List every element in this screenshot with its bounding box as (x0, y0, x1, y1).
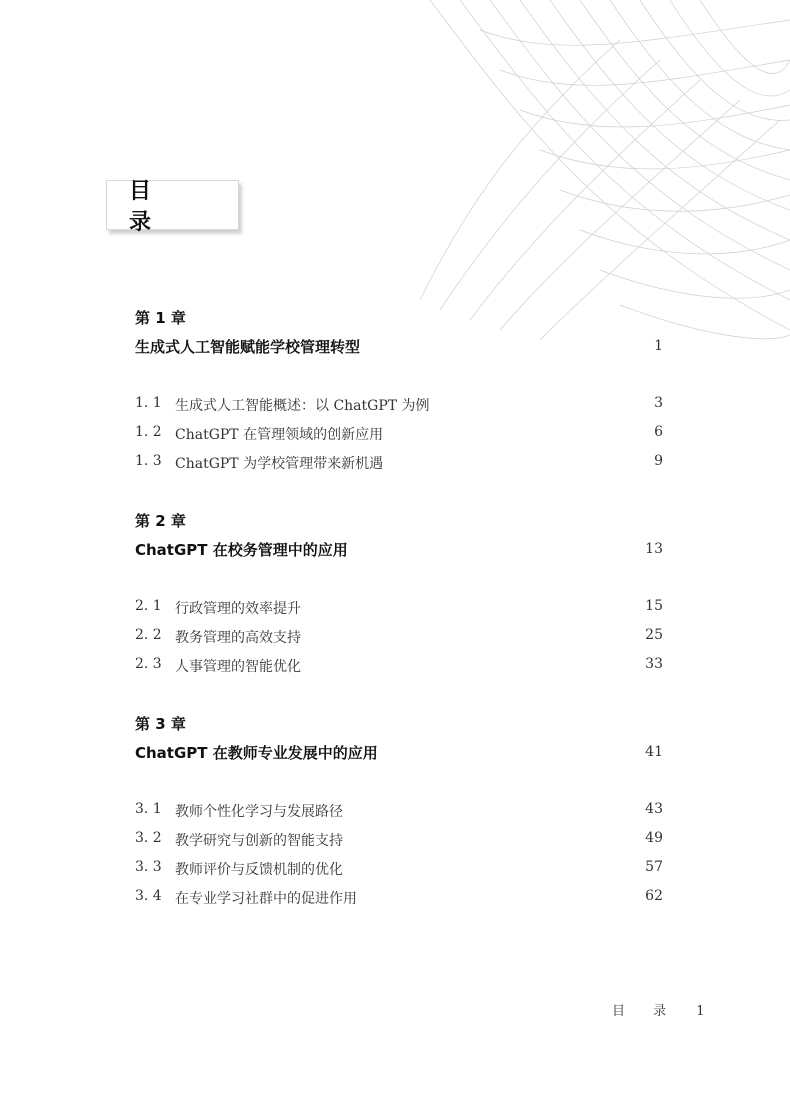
section-title: 人事管理的智能优化 (175, 659, 301, 675)
section-page: 9 (654, 453, 663, 469)
section-number: 2. 1 (135, 598, 162, 614)
toc-heading-box (106, 179, 239, 235)
section-page: 33 (645, 656, 663, 672)
section-number: 3. 3 (135, 859, 162, 875)
toc-entry[interactable] (135, 424, 663, 444)
footer-title: 目 录 (612, 1004, 679, 1019)
chapter-label: 第 3 章 (135, 715, 186, 733)
chapter-page: 1 (654, 338, 663, 354)
section-title: 行政管理的效率提升 (175, 601, 301, 617)
chapter-label: 第 2 章 (135, 512, 186, 530)
section-title: 生成式人工智能概述：以 ChatGPT 为例 (175, 398, 430, 414)
page-footer (612, 1000, 705, 1019)
section-number: 2. 2 (135, 627, 162, 643)
section-number: 3. 1 (135, 801, 162, 817)
section-number: 2. 3 (135, 656, 162, 672)
section-title: 教师评价与反馈机制的优化 (175, 862, 343, 878)
section-number: 1. 2 (135, 424, 162, 440)
section-title: 在专业学习社群中的促进作用 (175, 891, 357, 907)
page-number: 1 (696, 1004, 705, 1019)
toc-heading: 目 录 (129, 179, 174, 235)
toc-entry[interactable] (135, 801, 663, 821)
section-page: 6 (654, 424, 663, 440)
toc-entry[interactable] (135, 830, 663, 850)
toc-entry[interactable] (135, 598, 663, 618)
chapter-label: 第 1 章 (135, 309, 186, 327)
section-title: 教学研究与创新的智能支持 (175, 833, 343, 849)
section-title: ChatGPT 为学校管理带来新机遇 (175, 456, 384, 472)
section-number: 1. 3 (135, 453, 162, 469)
section-page: 43 (645, 801, 663, 817)
section-page: 49 (645, 830, 663, 846)
section-title: ChatGPT 在管理领域的创新应用 (175, 427, 384, 443)
section-page: 3 (654, 395, 663, 411)
chapter-title: 生成式人工智能赋能学校管理转型 (135, 338, 361, 356)
toc-entry[interactable] (135, 395, 663, 415)
section-number: 3. 4 (135, 888, 162, 904)
section-number: 1. 1 (135, 395, 162, 411)
section-page: 25 (645, 627, 663, 643)
toc-entry[interactable] (135, 627, 663, 647)
toc-entry[interactable] (135, 656, 663, 676)
toc-entry[interactable] (135, 888, 663, 908)
chapter-page: 13 (645, 541, 663, 557)
section-page: 15 (645, 598, 663, 614)
toc-entry[interactable] (135, 453, 663, 473)
section-page: 57 (645, 859, 663, 875)
chapter-title: ChatGPT 在校务管理中的应用 (135, 541, 348, 559)
section-number: 3. 2 (135, 830, 162, 846)
chapter-page: 41 (645, 744, 663, 760)
section-title: 教务管理的高效支持 (175, 630, 301, 646)
section-title: 教师个性化学习与发展路径 (175, 804, 343, 820)
chapter-title: ChatGPT 在教师专业发展中的应用 (135, 744, 378, 762)
section-page: 62 (645, 888, 663, 904)
toc-entry[interactable] (135, 859, 663, 879)
